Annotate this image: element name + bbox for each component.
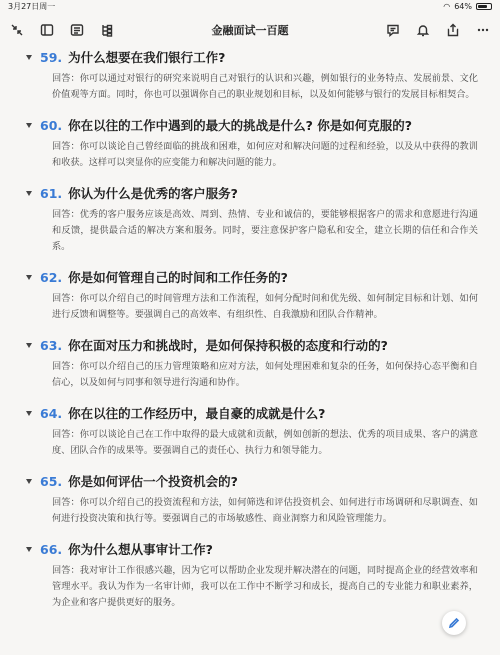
question-text: 你是如何评估一个投资机会的? (68, 474, 238, 489)
collapse-caret-icon[interactable] (26, 343, 32, 348)
question-heading (40, 404, 478, 424)
question-heading (40, 268, 478, 288)
tree-structure-icon[interactable] (100, 23, 114, 37)
question-number: 65. (40, 474, 63, 489)
battery-percent: 64% (454, 1, 472, 11)
collapse-caret-icon[interactable] (26, 547, 32, 552)
question-text: 你在面对压力和挑战时，是如何保持积极的态度和行动的? (68, 338, 388, 353)
question-text: 你在以往的工作经历中，最自豪的成就是什么? (68, 406, 326, 421)
status-bar (0, 0, 500, 12)
question-number: 66. (40, 542, 63, 557)
question-item (40, 268, 478, 323)
question-item (40, 472, 478, 527)
question-text: 为什么想要在我们银行工作? (68, 50, 226, 65)
question-heading (40, 116, 478, 136)
status-date: 3月27日周一 (8, 1, 56, 11)
answer-text: 回答：你可以通过对银行的研究来说明自己对银行的认识和兴趣，例如银行的业务特点、发展前景、文化价值观等方面。同时，你也可以强调你自己的职业规划和目标，以及如何能够与银行的发展目标相契合。 (52, 73, 478, 100)
answer-text: 回答：你可以介绍自己的时间管理方法和工作流程，如何分配时间和优先级、如何制定目标和计划、如何进行反馈和调整等。要强调自己的高效率、有组织性、自我激励和团队合作精神。 (52, 293, 478, 320)
collapse-caret-icon[interactable] (26, 479, 32, 484)
edit-button[interactable] (442, 611, 466, 635)
more-dots-icon[interactable] (476, 23, 490, 37)
question-text: 你是如何管理自己的时间和工作任务的? (68, 270, 288, 285)
question-item (40, 116, 478, 171)
answer-text: 回答：你可以介绍自己的压力管理策略和应对方法，如何处理困难和复杂的任务，如何保持心态平衡和自信心，以及如何与同事和领导进行沟通和协作。 (52, 361, 478, 388)
toolbar-left (10, 23, 170, 37)
collapse-caret-icon[interactable] (26, 55, 32, 60)
question-number: 62. (40, 270, 63, 285)
answer-text: 回答：你可以介绍自己的投资流程和方法，如何筛选和评估投资机会、如何进行市场调研和尽职调查、如何进行投资决策和执行等。要强调自己的市场敏感性、商业洞察力和风险管理能力。 (52, 497, 478, 524)
question-number: 59. (40, 50, 63, 65)
question-number: 61. (40, 186, 63, 201)
answer-text: 回答：你可以谈论自己在工作中取得的最大成就和贡献，例如创新的想法、优秀的项目成果、客户的满意度、团队合作的成果等。要强调自己的责任心、执行力和领导能力。 (52, 429, 478, 456)
question-number: 60. (40, 118, 63, 133)
toolbar-right (330, 23, 490, 37)
question-number: 64. (40, 406, 63, 421)
answer-text: 回答：你可以谈论自己曾经面临的挑战和困难，如何应对和解决问题的过程和经验，以及从中获得的教训和收获。这样可以突显你的应变能力和解决问题的能力。 (52, 141, 478, 168)
answer-text: 回答：我对审计工作很感兴趣，因为它可以帮助企业发现并解决潜在的问题，同时提高企业的经营效率和管理水平。我认为作为一名审计师，我可以在工作中不断学习和成长，提高自己的专业能力和职业素养，为企业和客户提供更好的服务。 (52, 565, 478, 608)
question-heading (40, 48, 478, 68)
question-item (40, 336, 478, 391)
comment-icon[interactable] (386, 23, 400, 37)
question-item (40, 184, 478, 255)
question-text: 你在以往的工作中遇到的最大的挑战是什么? 你是如何克服的? (68, 118, 413, 133)
wifi-icon: ◠ (443, 1, 451, 11)
pencil-icon (448, 617, 460, 629)
outline-list-icon[interactable] (70, 23, 84, 37)
question-item (40, 48, 478, 103)
question-text: 你为什么想从事审计工作? (68, 542, 213, 557)
bell-icon[interactable] (416, 23, 430, 37)
collapse-caret-icon[interactable] (26, 411, 32, 416)
question-heading (40, 540, 478, 560)
toolbar (0, 14, 500, 46)
document-title: 金融面试一百题 (211, 24, 289, 37)
question-number: 63. (40, 338, 63, 353)
collapse-caret-icon[interactable] (26, 275, 32, 280)
question-heading (40, 472, 478, 492)
collapse-caret-icon[interactable] (26, 123, 32, 128)
question-heading (40, 184, 478, 204)
collapse-caret-icon[interactable] (26, 191, 32, 196)
answer-text: 回答：优秀的客户服务应该是高效、周到、热情、专业和诚信的，要能够根据客户的需求和意愿进行沟通和反馈，提供最合适的解决方案和服务。同时，要注意保护客户隐私和安全，建立长期的信任和合作关系。 (52, 209, 478, 252)
status-right (443, 2, 492, 11)
collapse-arrows-icon[interactable] (10, 23, 24, 37)
question-item (40, 540, 478, 611)
question-heading (40, 336, 478, 356)
document-body (0, 48, 500, 655)
question-text: 你认为什么是优秀的客户服务? (68, 186, 238, 201)
layout-icon[interactable] (40, 23, 54, 37)
share-icon[interactable] (446, 23, 460, 37)
battery-icon (476, 3, 492, 10)
question-item (40, 404, 478, 459)
